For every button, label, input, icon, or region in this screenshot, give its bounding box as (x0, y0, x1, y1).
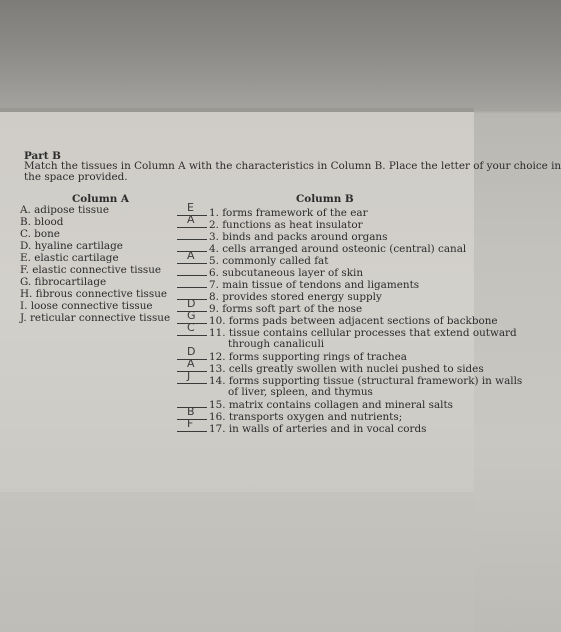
column-a-item: J. reticular connective tissue (20, 312, 171, 324)
column-b-continuation: of liver, spleen, and thymus (228, 386, 373, 398)
answer-blank[interactable] (177, 357, 207, 372)
handwritten-answer: E (187, 201, 194, 214)
instructions-line-1: Match the tissues in Column A with the characteristics in Column B. Place the letter of your choice in (24, 160, 561, 172)
column-b-text: 11. tissue contains cellular processes that extend outward (209, 327, 517, 339)
instructions-line-2: the space provided. (24, 171, 128, 183)
column-a-item: I. loose connective tissue (20, 300, 153, 312)
column-a-item: C. bone (20, 228, 60, 240)
handwritten-answer: F (187, 417, 194, 430)
answer-blank[interactable] (177, 321, 207, 336)
column-b-continuation: through canaliculi (228, 338, 325, 350)
handwritten-answer: J (187, 369, 191, 382)
handwritten-answer: A (187, 357, 195, 370)
handwritten-answer: D (187, 345, 196, 358)
part-title: Part B (24, 150, 61, 162)
paper-lower-area (0, 492, 474, 632)
handwritten-answer: A (187, 249, 195, 262)
column-a-item: H. fibrous connective tissue (20, 288, 168, 300)
handwritten-answer: G (187, 309, 196, 322)
column-b-text: 4. cells arranged around osteonic (central) canal (209, 243, 467, 255)
column-b-text: 7. main tissue of tendons and ligaments (209, 279, 420, 291)
column-b-text: 15. matrix contains collagen and mineral salts (209, 399, 454, 411)
column-b-text: 14. forms supporting tissue (structural framework) in walls (209, 375, 523, 387)
column-a-item: B. blood (20, 216, 64, 228)
column-a-item: A. adipose tissue (20, 204, 109, 216)
column-b-text: 2. functions as heat insulator (209, 219, 363, 231)
column-b-text: 9. forms soft part of the nose (209, 303, 363, 315)
answer-blank[interactable] (177, 249, 207, 264)
column-a-item: G. fibrocartilage (20, 276, 107, 288)
column-b-text: 17. in walls of arteries and in vocal cords (209, 423, 427, 435)
column-b-text: 8. provides stored energy supply (209, 291, 382, 303)
answer-blank[interactable] (177, 213, 207, 228)
column-a-item: D. hyaline cartilage (20, 240, 123, 252)
column-b-text: 1. forms framework of the ear (209, 207, 368, 219)
handwritten-answer: A (187, 213, 195, 226)
column-a-header: Column A (72, 193, 129, 205)
answer-blank[interactable] (177, 417, 207, 432)
column-b-text: 5. commonly called fat (209, 255, 329, 267)
column-b-text: 6. subcutaneous layer of skin (209, 267, 364, 279)
column-b-text: 16. transports oxygen and nutrients; (209, 411, 403, 423)
column-b-text: 12. forms supporting rings of trachea (209, 351, 407, 363)
column-a-item: F. elastic connective tissue (20, 264, 162, 276)
column-b-header: Column B (296, 193, 354, 205)
answer-blank[interactable] (177, 230, 207, 240)
answer-blank[interactable] (177, 369, 207, 384)
column-b-text: 10. forms pads between adjacent sections of backbone (209, 315, 498, 327)
handwritten-answer: C (187, 321, 195, 334)
column-b-text: 13. cells greatly swollen with nuclei pushed to sides (209, 363, 484, 375)
column-a-item: E. elastic cartilage (20, 252, 119, 264)
handwritten-answer: D (187, 297, 196, 310)
column-b-text: 3. binds and packs around organs (209, 231, 388, 243)
answer-blank[interactable] (177, 278, 207, 288)
handwritten-answer: B (187, 405, 195, 418)
answer-blank[interactable] (177, 266, 207, 276)
